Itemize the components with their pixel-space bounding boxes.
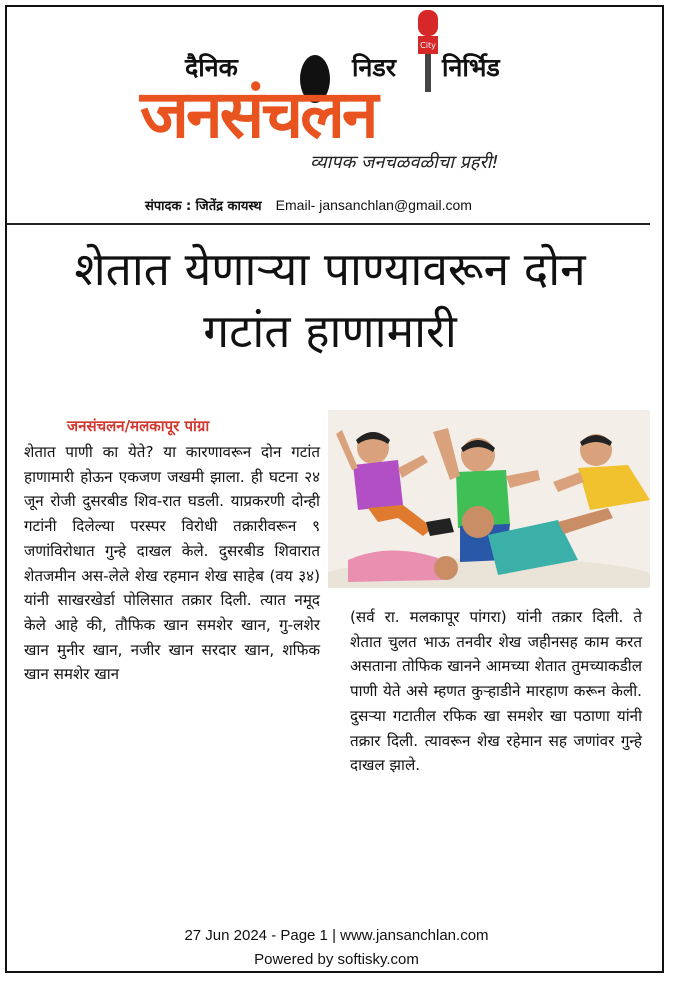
dateline: जनसंचलन/मलकापूर पांग्रा bbox=[67, 417, 210, 435]
article-text-left: शेतात पाणी का येते? या कारणावरून दोन गटांत हाणामारी होऊन एकजण जखमी झाला. ही घटना २४ जून रोजी दुसरबीड शिव-रात घडली. याप्रकरणी दोन्ही गटांनी दिलेल्या परस्पर विरोधी तक्रारीवरून ९ जणांविरोधात गुन्हे दाखल केले. दुसरबीड शिवारात शेतजमीन अस-लेले शेख रहमान शेख साहेब (वय ३४) यांनी साखरखेर्डा पोलिसात तक्रार दिली. त्यात नमूद केले आहे की, तौफिक खान समशेर खान, गु-लशेर खान मुनीर खान, नजीर खान सरदार खान, शफिक खान समशेर खान bbox=[24, 443, 320, 684]
fight-illustration bbox=[328, 410, 650, 588]
editor-line bbox=[145, 196, 472, 214]
article-illustration bbox=[328, 410, 650, 588]
microphone-logo bbox=[414, 10, 442, 92]
brand-prefix: दैनिक bbox=[185, 53, 238, 82]
page-footer bbox=[0, 924, 673, 972]
tagline: व्यापक जनचळवळीचा प्रहरी! bbox=[310, 152, 499, 173]
article-column-right bbox=[350, 605, 642, 778]
newspaper-title: जनसंचलन bbox=[140, 76, 376, 153]
editor-label: संपादक : जितेंद्र कायस्थ bbox=[145, 199, 262, 214]
mic-label: City bbox=[420, 41, 436, 50]
headline-line-2: गटांत हाणामारी bbox=[203, 304, 457, 358]
headline bbox=[10, 238, 650, 362]
email-contact[interactable]: Email- jansanchlan@gmail.com bbox=[275, 197, 472, 213]
article-column-left bbox=[24, 440, 320, 687]
masthead bbox=[140, 10, 540, 195]
footer-powered-by[interactable]: Powered by softisky.com bbox=[254, 951, 419, 968]
footer-date-site[interactable]: 27 Jun 2024 - Page 1 | www.jansanchlan.com bbox=[184, 927, 489, 944]
article-text-right: (सर्व रा. मलकापूर पांगरा) यांनी तक्रार दिली. ते शेतात चुलत भाऊ तनवीर शेख जहीनसह काम करत असताना तोफिक खानने आमच्या शेतात तुमच्याकडील पाणी येते असे म्हणत कुऱ्हाडीने मारहाण करून केली. दुसऱ्या गटातील रफिक खा समशेर खा पठाणा यांनी तक्रार दिली. त्यावरून शेख रहेमान सह जणांवर गुन्हे दाखल झाले. bbox=[350, 608, 642, 775]
headline-line-1: शेतात येणाऱ्या पाण्यावरून दोन bbox=[74, 242, 586, 296]
brand-right-word: निर्भिड bbox=[442, 53, 500, 82]
brand-mid-word: निडर bbox=[352, 53, 396, 82]
header-divider bbox=[7, 223, 650, 225]
